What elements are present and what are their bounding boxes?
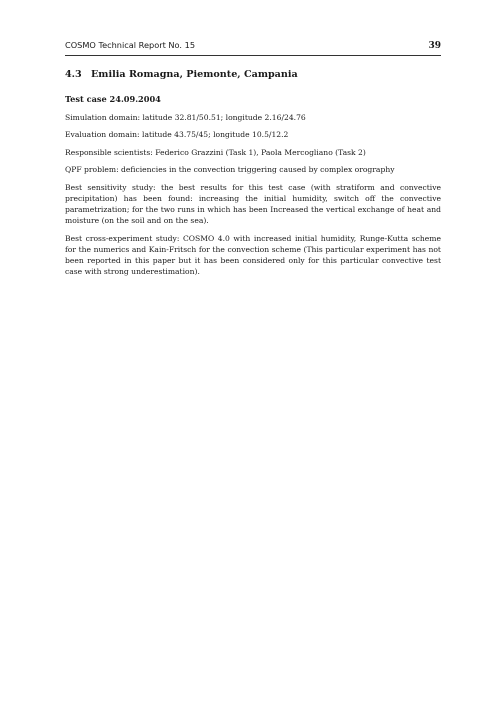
- page-number: 39: [428, 41, 441, 51]
- responsible-scientists-paragraph: Responsible scientists: Federico Grazzini (Task 1), Paola Mercogliano (Task 2): [65, 147, 366, 157]
- best-cross-experiment-paragraph: Best cross-experiment study: COSMO 4.0 with increased initial humidity, Runge-Kutta scheme for the numerics and Kain-Fritsch for the convection scheme (This particular experiment has not been reported in this paper but it has been considered only for this particular convective test case with strong underestimation).: [65, 233, 441, 276]
- evaluation-domain-paragraph: Evaluation domain: latitude 43.75/45; longitude 10.5/12.2: [65, 130, 289, 140]
- best-sensitivity-paragraph: Best sensitivity study: the best results for this test case (with stratiform and convective precipitation) has been found: increasing the initial humidity, switch off the convective parametrization; for the two runs in which has been Increased the vertical exchange of heat and moisture (on the soil and on the sea).: [65, 182, 441, 226]
- section-number: 4.3: [65, 69, 82, 80]
- simulation-domain-paragraph: Simulation domain: latitude 32.81/50.51; longitude 2.16/24.76: [65, 113, 306, 122]
- report-title: COSMO Technical Report No. 15: [65, 40, 196, 50]
- running-header: [65, 40, 441, 52]
- section-heading: [65, 68, 441, 81]
- section-title: Emilia Romagna, Piemonte, Campania: [91, 69, 298, 80]
- qpf-problem-paragraph: QPF problem: deficiencies in the convection triggering caused by complex orography: [65, 165, 395, 175]
- test-case-heading: Test case 24.09.2004: [65, 94, 161, 104]
- document-page: [65, 40, 441, 277]
- header-rule: [65, 55, 441, 56]
